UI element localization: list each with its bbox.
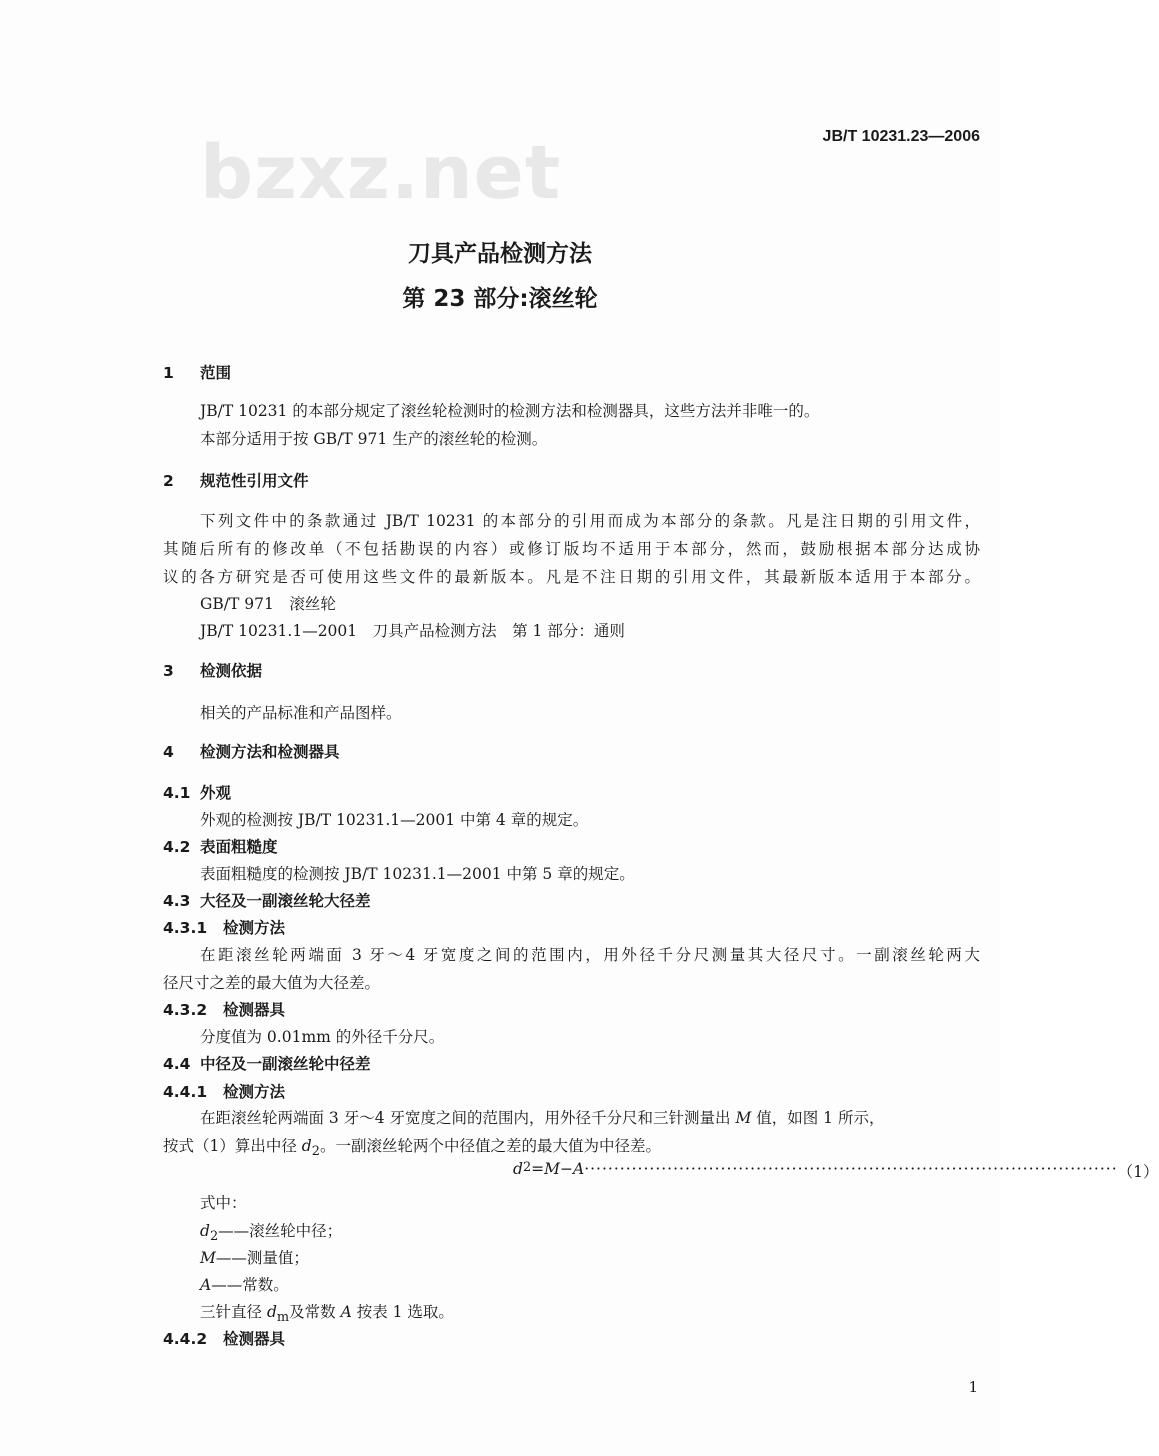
paragraph: 在距滚丝轮两端面 3 牙～4 牙宽度之间的范围内，用外径千分尺和三针测量出 M 值，如图 1 所示，	[200, 1109, 885, 1127]
paragraph: 三针直径 $d_m$及常数 A 按表 1 选取。	[200, 1303, 454, 1326]
paragraph: 外观的检测按 JB/T 10231.1—2001 中第 4 章的规定。	[200, 811, 589, 829]
paragraph: 分度值为 0.01mm 的外径千分尺。	[200, 1028, 445, 1046]
doc-subtitle: 第 23 部分:滚丝轮	[402, 286, 598, 312]
paragraph: 本部分适用于按 GB/T 971 生产的滚丝轮的检测。	[200, 430, 548, 448]
paragraph: 在距滚丝轮两端面 3 牙～4 牙宽度之间的范围内，用外径千分尺测量其大径尺寸。一副滚丝轮两大	[200, 946, 980, 964]
standard-number: JB/T 10231.23—2006	[822, 128, 980, 145]
section-4-2-heading: 4.2 表面粗糙度	[163, 838, 278, 856]
paragraph: 下列文件中的条款通过 JB/T 10231 的本部分的引用而成为本部分的条款。凡是注日期的引用文件，	[200, 512, 980, 530]
section-4-3-heading: 4.3 大径及一副滚丝轮大径差	[163, 892, 371, 910]
paragraph: 相关的产品标准和产品图样。	[200, 704, 402, 722]
paragraph: 按式（1）算出中径 $d_2$。一副滚丝轮两个中径值之差的最大值为中径差。	[163, 1137, 661, 1160]
paragraph: 议的各方研究是否可使用这些文件的最新版本。凡是不注日期的引用文件，其最新版本适用于本部分。	[163, 568, 980, 586]
paragraph: 表面粗糙度的检测按 JB/T 10231.1—2001 中第 5 章的规定。	[200, 865, 635, 883]
section-4-4-heading: 4.4 中径及一副滚丝轮中径差	[163, 1055, 371, 1073]
paragraph: JB/T 10231 的本部分规定了滚丝轮检测时的检测方法和检测器具，这些方法并非唯一的。	[200, 402, 820, 420]
variable-definition: $d_2——$滚丝轮中径；	[200, 1222, 343, 1245]
variable-definition: A——常数。	[200, 1276, 289, 1294]
section-4-3-1-heading: 4.3.1 检测方法	[163, 919, 286, 937]
doc-title: 刀具产品检测方法	[408, 241, 592, 267]
section-4-4-2-heading: 4.4.2 检测器具	[163, 1330, 286, 1348]
variable-definition: M——测量值；	[200, 1249, 309, 1267]
where-label: 式中：	[200, 1194, 247, 1212]
section-1-heading: 1 范围	[163, 364, 232, 382]
page-number: 1	[968, 1378, 978, 1396]
paragraph: 其随后所有的修改单（不包括勘误的内容）或修订版均不适用于本部分，然而，鼓励根据本部分达成协	[163, 540, 980, 558]
section-4-4-1-heading: 4.4.1 检测方法	[163, 1083, 286, 1101]
section-4-1-heading: 4.1 外观	[163, 784, 232, 802]
section-2-heading: 2 规范性引用文件	[163, 472, 309, 490]
section-3-heading: 3 检测依据	[163, 662, 263, 680]
equation-1: d 2 =M−A ·························································································· （1）	[513, 1160, 1159, 1181]
paragraph: 径尺寸之差的最大值为大径差。	[163, 974, 381, 992]
section-4-3-2-heading: 4.3.2 检测器具	[163, 1001, 286, 1019]
reference-item: JB/T 10231.1—2001 刀具产品检测方法 第 1 部分：通则	[200, 622, 625, 640]
section-4-heading: 4 检测方法和检测器具	[163, 743, 340, 761]
watermark: bzxz.net	[200, 130, 562, 216]
reference-item: GB/T 971 滚丝轮	[200, 595, 336, 613]
